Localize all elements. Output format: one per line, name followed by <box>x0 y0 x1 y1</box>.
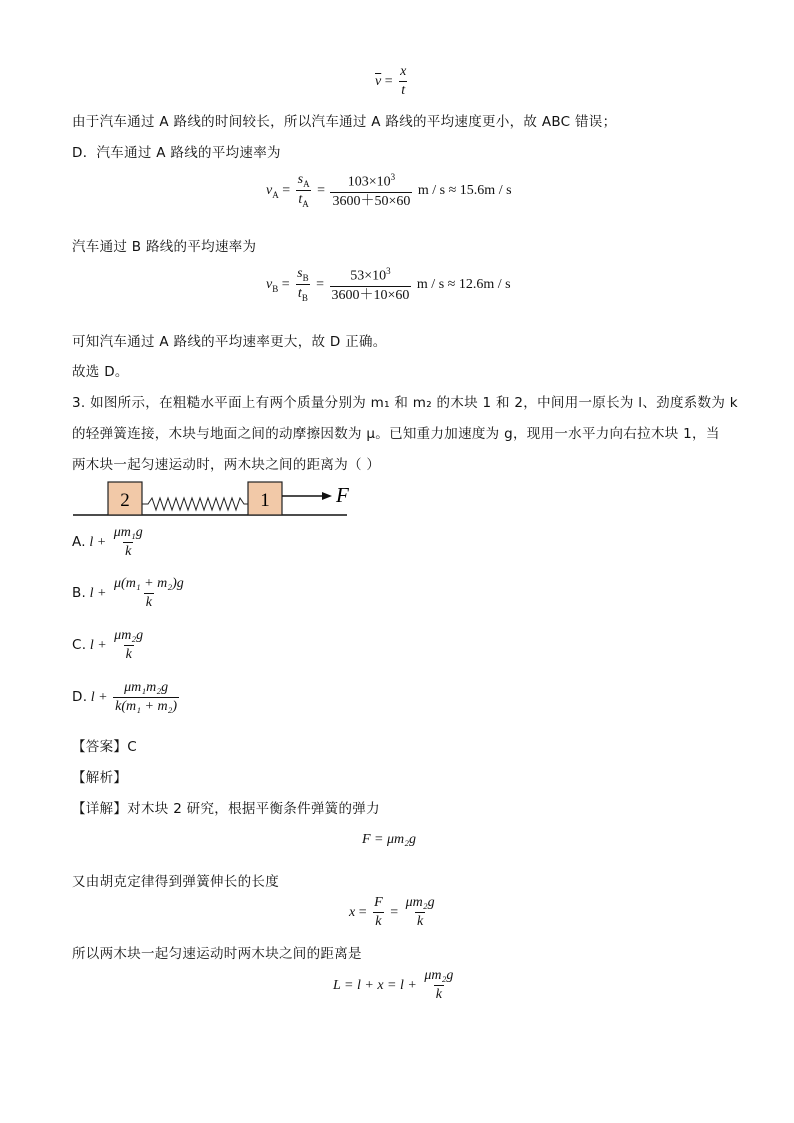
answer-value: C <box>127 739 137 755</box>
fraction-friction-over-k <box>404 895 437 930</box>
fraction-s-over-t <box>296 172 312 209</box>
option-c-prefix: l + <box>89 637 107 653</box>
option-a[interactable] <box>72 525 147 560</box>
fraction-s-over-t <box>295 266 310 303</box>
formula-average-velocity <box>375 64 410 99</box>
formula-rate-a: $v_A$ = $\frac{s_A}{t_A}$ = $\frac{103\times 10^3}{3600+50\times 60}$ m / s ≈ 15.6m / s <box>266 172 512 210</box>
denominator: k <box>375 914 382 930</box>
time-subscript: A <box>302 199 309 210</box>
option-d-fraction <box>113 680 179 715</box>
text-line-reason: 由于汽车通过 A 路线的时间较长，所以汽车通过 A 路线的平均速度更小，故 ABC 错误； <box>72 114 617 130</box>
denominator: t <box>401 83 406 99</box>
detail-line <box>72 797 380 817</box>
option-a-prefix: l + <box>89 534 107 550</box>
text-line-conclusion: 可知汽车通过 A 路线的平均速率更大，故 D 正确。 <box>72 334 387 350</box>
denominator-value: 3600＋10×60 <box>331 287 410 303</box>
spring-blocks-figure <box>70 478 370 520</box>
numerator: F <box>374 895 383 910</box>
rate-a-symbol: v <box>266 183 273 199</box>
unit-result: m / s ≈ 12.6m / s <box>416 277 511 293</box>
equals-sign: = <box>384 73 393 89</box>
distance-subscript: B <box>302 273 309 284</box>
spring <box>142 498 248 510</box>
answer-tag: 【答案】 <box>72 739 128 755</box>
denominator: k <box>435 987 442 1003</box>
rate-a-subscript: A <box>272 189 279 200</box>
option-c-label: C. <box>72 636 87 653</box>
distance-expression: L = l + x = l + <box>333 977 417 993</box>
numerator-value: 103×10 <box>347 174 391 190</box>
extension-symbol: x <box>349 904 356 920</box>
formula-spring-force: F = μm₂g <box>362 832 417 847</box>
option-b-numerator: μ(m₁ + m₂)g <box>114 576 184 591</box>
option-b[interactable] <box>72 576 188 611</box>
option-a-label: A. <box>72 533 86 550</box>
velocity-symbol: $\overline{v}$ <box>375 73 382 89</box>
text-line-option-d: D．汽车通过 A 路线的平均速率为 <box>72 145 281 161</box>
exponent: 3 <box>390 172 396 182</box>
option-b-fraction <box>112 576 186 611</box>
force-arrow-head <box>322 492 332 500</box>
numerator: μm₂g <box>405 895 435 910</box>
question-3-line-2: 的轻弹簧连接，木块与地面之间的动摩擦因数为 μ。已知重力加速度为 g，现用一水平力向右拉木块 1，当 <box>72 426 720 442</box>
option-d-prefix: l + <box>90 689 108 705</box>
text-line-choice: 故选 D。 <box>72 364 129 380</box>
unit-result: m / s ≈ 15.6m / s <box>417 183 512 199</box>
fraction-friction-over-k <box>422 968 455 1003</box>
option-c-numerator: μm₂g <box>114 628 144 643</box>
option-b-denominator: k <box>145 595 152 611</box>
text-line-distance: 所以两木块一起匀速运动时两木块之间的距离是 <box>72 946 362 962</box>
option-c-denominator: k <box>125 647 132 663</box>
option-b-label: B. <box>72 584 87 601</box>
fraction-f-over-k <box>372 895 385 930</box>
distance-symbol: s <box>297 172 304 188</box>
distance-subscript: A <box>303 179 310 190</box>
option-d-numerator: μm₁m₂g <box>124 680 169 695</box>
option-c-fraction <box>112 628 145 663</box>
question-3-line-1: 3. 如图所示，在粗糙水平面上有两个质量分别为 m₁ 和 m₂ 的木块 1 和 2，中间用一原长为 l、劲度系数为 k <box>72 395 738 411</box>
question-3-line-3: 两木块一起匀速运动时，两木块之间的距离为（ ） <box>72 457 381 473</box>
rate-b-symbol: v <box>266 277 273 293</box>
numerator: x <box>400 64 407 79</box>
option-a-numerator: μm₁g <box>113 525 143 540</box>
time-subscript: B <box>301 293 308 304</box>
rate-b-subscript: B <box>272 283 279 294</box>
denominator: k <box>416 914 424 930</box>
text-line-rate-b: 汽车通过 B 路线的平均速率为 <box>72 239 257 255</box>
denominator-value: 3600＋50×60 <box>332 193 411 209</box>
option-a-denominator: k <box>125 544 132 560</box>
option-d-denominator: k(m₁ + m₂) <box>115 699 178 715</box>
block-2-label: 2 <box>120 490 130 511</box>
force-label: F <box>336 483 349 507</box>
detail-text: 对木块 2 研究，根据平衡条件弹簧的弹力 <box>127 801 380 817</box>
option-d-label: D. <box>72 688 88 705</box>
fraction-numeric <box>330 266 412 304</box>
formula-distance <box>333 968 457 1003</box>
exponent: 3 <box>386 266 391 276</box>
option-b-prefix: l + <box>89 585 107 601</box>
option-c[interactable] <box>72 628 147 663</box>
analysis-tag: 【解析】 <box>72 770 128 786</box>
answer-line <box>72 735 137 755</box>
fraction <box>398 64 408 99</box>
time-symbol: t <box>297 286 302 302</box>
option-a-fraction <box>112 525 145 560</box>
formula-rate-b: $v_B$ = $\frac{s_B}{t_B}$ = $\frac{53\times 10^3}{3600+10\times 60}$ m / s ≈ 12.6m / s <box>266 266 511 304</box>
numerator-value: 53×10 <box>350 268 387 284</box>
option-d[interactable] <box>72 680 181 715</box>
formula-extension: x = $\frac{F}{k}$ = $\frac{\text{μm₂g}}{k}$ <box>349 895 435 930</box>
numerator: μm₂g <box>424 968 454 983</box>
fraction-numeric <box>330 172 412 210</box>
block-1-label: 1 <box>260 490 270 511</box>
distance-symbol: s <box>297 266 303 282</box>
text-line-hooke: 又由胡克定律得到弹簧伸长的长度 <box>72 874 279 890</box>
detail-tag: 【详解】 <box>72 801 128 817</box>
time-symbol: t <box>298 192 303 208</box>
